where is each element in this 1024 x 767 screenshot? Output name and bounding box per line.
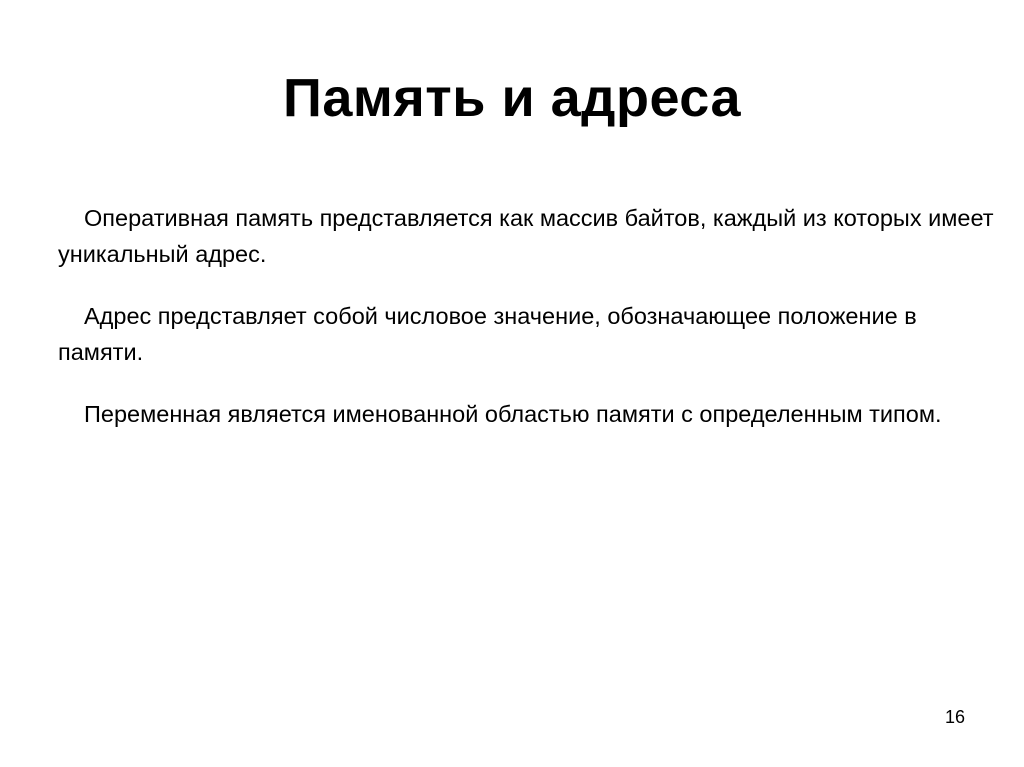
- paragraph-address: Адрес представляет собой числовое значение, обозначающее положение в памяти.: [58, 303, 917, 365]
- slide-body: [58, 200, 1008, 458]
- paragraph-ram: Оперативная память представляется как массив байтов, каждый из которых имеет уникальный адрес.: [58, 205, 994, 267]
- page-number: 16: [944, 707, 966, 727]
- paragraph-variable: Переменная является именованной областью памяти с определенным типом.: [84, 401, 942, 427]
- slide-title: Память и адреса: [283, 68, 741, 128]
